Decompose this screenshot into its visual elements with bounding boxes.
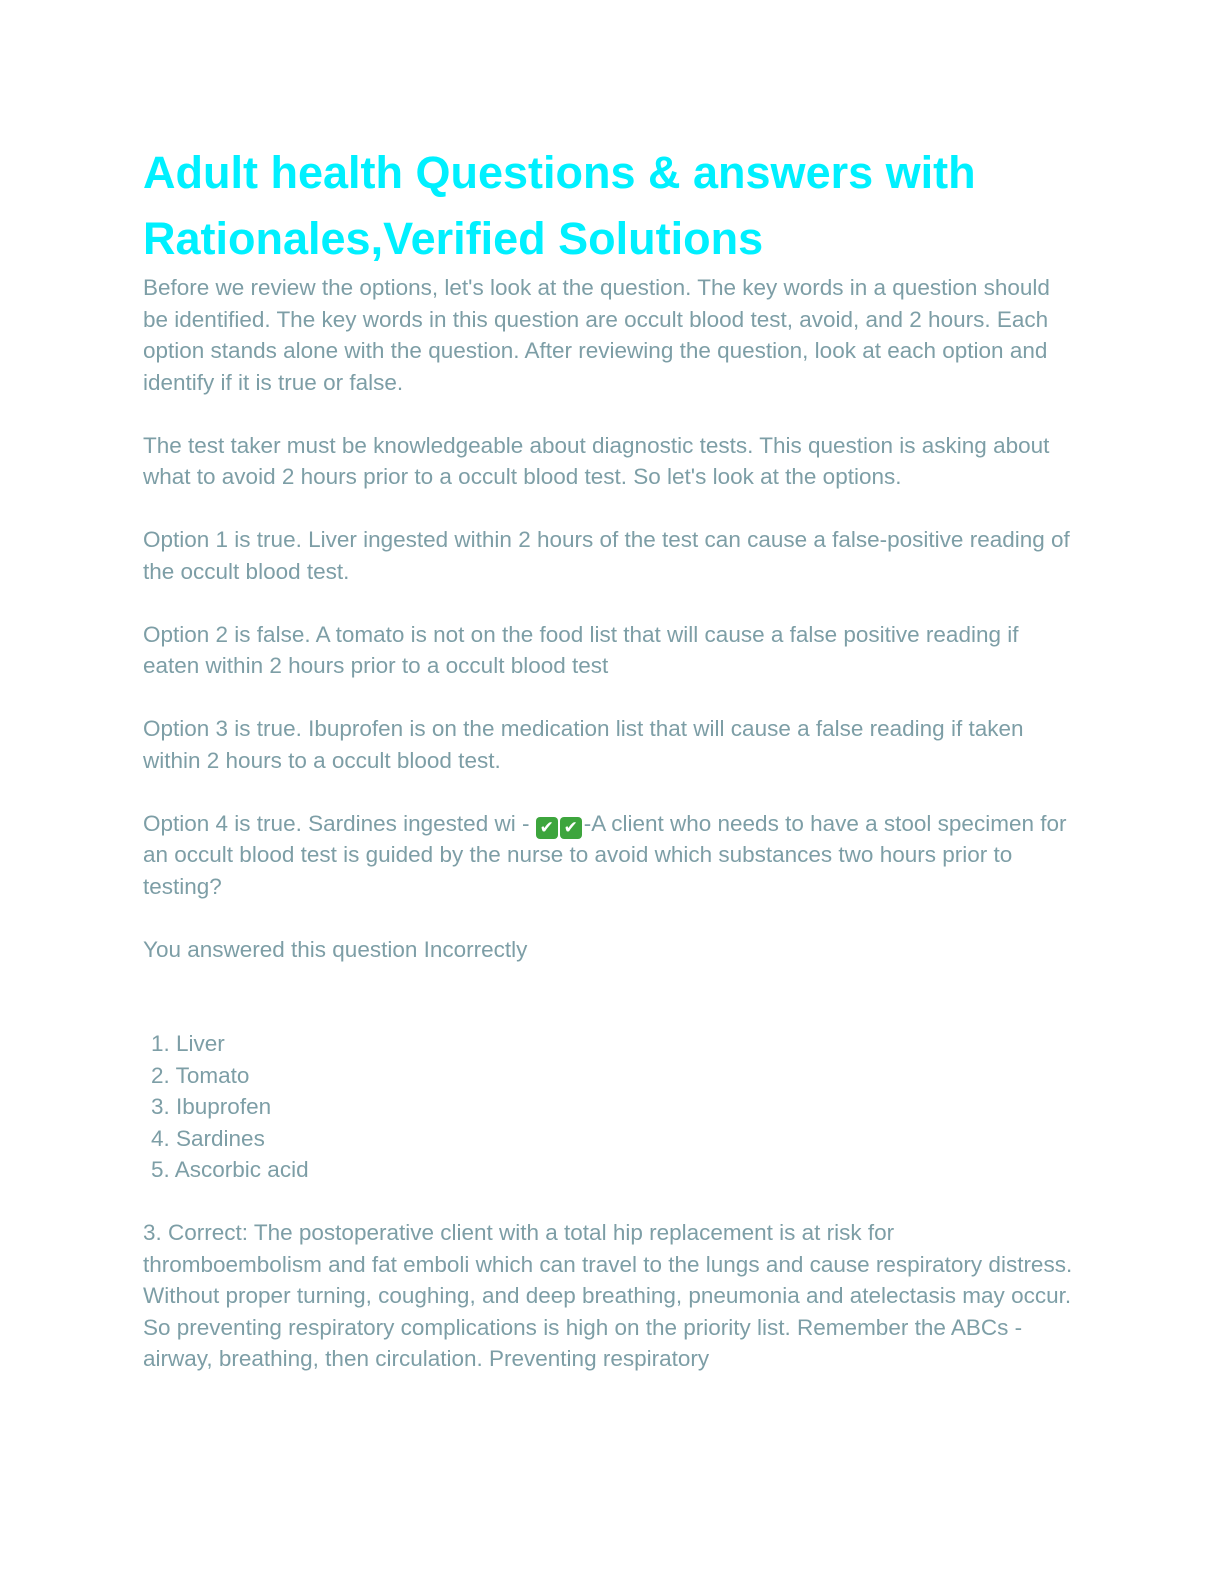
option2-rationale: Option 2 is false. A tomato is not on the food list that will cause a false positive reading if eaten within 2 hours prior to a occult blood test bbox=[143, 621, 1019, 678]
check-mark-icon: ✔ bbox=[560, 817, 582, 839]
list-item: 5. Ascorbic acid bbox=[151, 1157, 309, 1182]
list-item: 4. Sardines bbox=[151, 1125, 265, 1151]
option3-rationale: Option 3 is true. Ibuprofen is on the medication list that will cause a false reading if taken within 2 hours to a occult blood test. bbox=[143, 716, 1024, 773]
option4-question-paragraph bbox=[143, 808, 1073, 903]
document-title: Adult health Questions & answers with Rationales,Verified Solutions bbox=[143, 147, 976, 264]
options-list bbox=[143, 1028, 1073, 1186]
list-item: 2. Tomato bbox=[151, 1062, 250, 1088]
check-mark-icon: ✔ bbox=[536, 817, 558, 839]
answer-result: You answered this question Incorrectly bbox=[143, 936, 528, 962]
rationale-paragraph: 3. Correct: The postoperative client with a total hip replacement is at risk for thromboembolism and fat emboli which can travel to the lungs and cause respiratory distress. Without proper turning, coughing, and deep breathing, pneumonia and atelectasis may occur. So preventing respiratory complications is high on the priority list. Remember the ABCs - airway, breathing, then circulation. Preventing respiratory bbox=[143, 1220, 1073, 1371]
intro-paragraph: Before we review the options, let's look at the question. The key words in a question should be identified. The key words in this question are occult blood test, avoid, and 2 hours. Each option stands alone with the question. After reviewing the question, look at each option and identify if it is true or false. bbox=[143, 275, 1050, 395]
list-item: 1. Liver bbox=[151, 1031, 225, 1056]
option1-rationale: Option 1 is true. Liver ingested within 2 hours of the test can cause a false-positive reading of the occult blood test. bbox=[143, 527, 1070, 584]
document-page bbox=[143, 140, 1073, 1375]
knowledge-paragraph: The test taker must be knowledgeable about diagnostic tests. This question is asking about what to avoid 2 hours prior to a occult blood test. So let's look at the options. bbox=[143, 432, 1050, 489]
option4-prefix: Option 4 is true. Sardines ingested wi - bbox=[143, 810, 536, 836]
question-text: -A client who needs to have a stool specimen for an occult blood test is guided by the nurse to avoid which substances two hours prior to testing? bbox=[143, 810, 1067, 899]
list-item: 3. Ibuprofen bbox=[151, 1094, 272, 1119]
